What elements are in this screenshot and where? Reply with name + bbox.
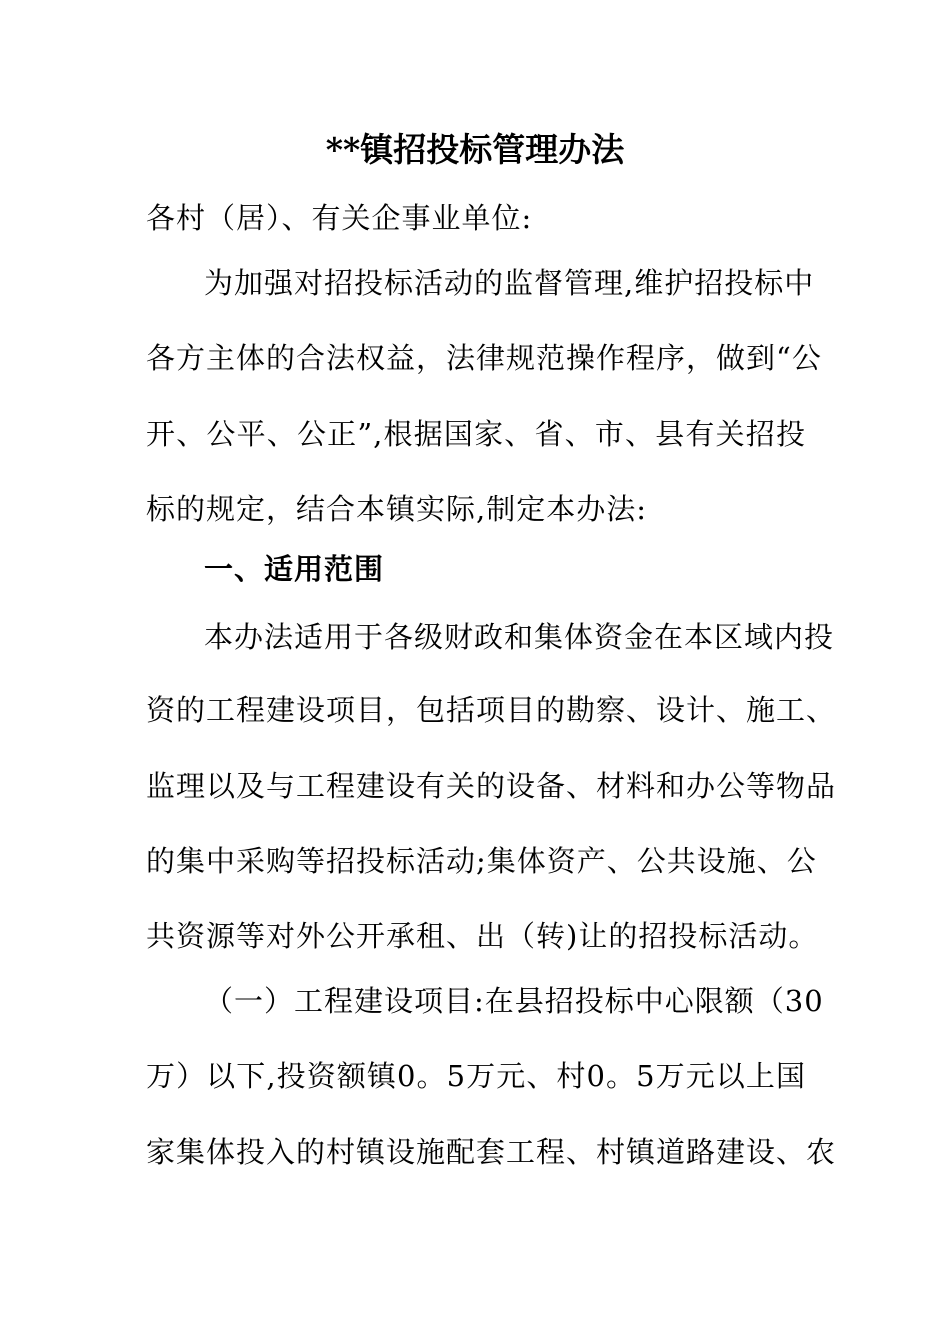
scope-line-3: 监理以及与工程建设有关的设备、材料和办公等物品 [146, 769, 837, 803]
item1-line-2: 万）以下,投资额镇0。5万元、村0。5万元以上国 [146, 1059, 806, 1093]
salutation: 各村（居）、有关企事业单位: [146, 201, 533, 235]
scope-line-4: 的集中采购等招投标活动;集体资产、公共设施、公 [146, 844, 817, 878]
scope-line-2: 资的工程建设项目，包括项目的勘察、设计、施工、 [146, 693, 837, 727]
section-heading-scope: 一、适用范围 [204, 552, 385, 586]
intro-line-3: 开、公平、公正”,根据国家、省、市、县有关招投 [146, 417, 806, 451]
intro-line-1: 为加强对招投标活动的监督管理,维护招投标中 [204, 266, 815, 300]
scope-line-1: 本办法适用于各级财政和集体资金在本区域内投 [204, 620, 835, 654]
intro-line-2: 各方主体的合法权益，法律规范操作程序，做到“公 [146, 341, 822, 375]
intro-line-4: 标的规定，结合本镇实际,制定本办法: [146, 492, 647, 526]
scope-line-5: 共资源等对外公开承租、出（转)让的招投标活动。 [146, 919, 819, 953]
item1-line-1: （一）工程建设项目:在县招投标中心限额（30 [204, 984, 824, 1018]
document-title: **镇招投标管理办法 [325, 130, 625, 169]
item1-line-3: 家集体投入的村镇设施配套工程、村镇道路建设、农 [146, 1135, 837, 1169]
